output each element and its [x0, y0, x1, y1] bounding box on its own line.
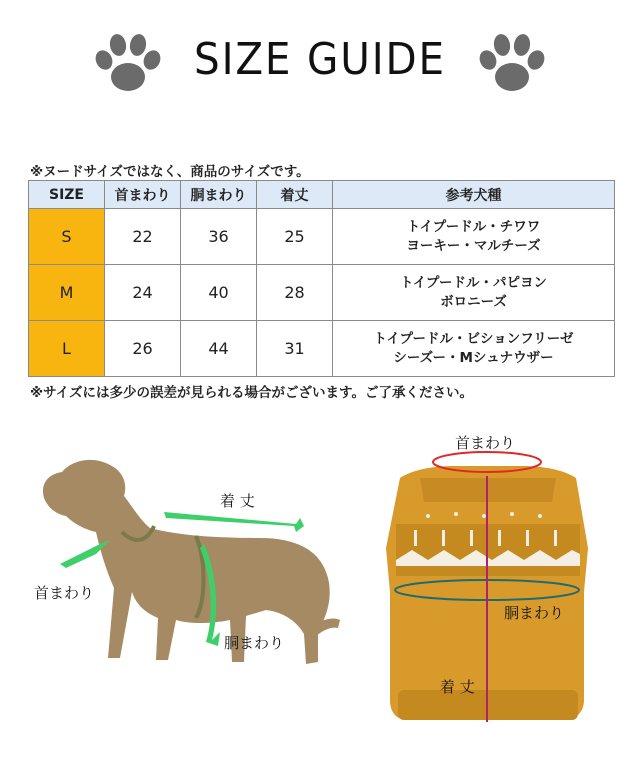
note-product-size: ※ヌードサイズではなく、商品のサイズです。: [30, 164, 310, 180]
breed-line: トイプードル・ビションフリーゼ: [373, 330, 574, 347]
column-header: 胴まわり: [181, 181, 257, 209]
length-cell: 28: [257, 265, 333, 321]
chest-cell: 36: [181, 209, 257, 265]
chest-cell: 44: [181, 321, 257, 377]
header: [0, 0, 640, 130]
breed-cell: [333, 209, 615, 265]
paw-print-icon: [478, 32, 546, 96]
page-title: SIZE GUIDE: [194, 34, 446, 85]
length-cell: 25: [257, 209, 333, 265]
neck-cell: 26: [105, 321, 181, 377]
size-cell: L: [29, 321, 105, 377]
dog-silhouette: [43, 460, 340, 664]
table-row: [29, 265, 615, 321]
table-header-row: [29, 181, 615, 209]
sweater-chest-label: 胴まわり: [504, 604, 565, 622]
breed-line: トイプードル・パピヨン: [399, 274, 547, 291]
column-header: 首まわり: [105, 181, 181, 209]
breed-line: ヨーキー・マルチーズ: [406, 237, 541, 254]
breed-line: シーズー・Mシュナウザー: [393, 349, 554, 366]
neck-cell: 22: [105, 209, 181, 265]
breed-cell: [333, 265, 615, 321]
breed-line: ボロニーズ: [440, 293, 507, 310]
table-row: [29, 321, 615, 377]
column-header: SIZE: [29, 181, 105, 209]
size-cell: S: [29, 209, 105, 265]
table-row: [29, 209, 615, 265]
dog-measurement-diagram: [0, 420, 640, 768]
column-header: 参考犬種: [333, 181, 615, 209]
note-tolerance: ※サイズには多少の誤差が見られる場合がございます。ご了承ください。: [30, 385, 473, 401]
length-arrow: [164, 512, 304, 532]
sweater-neck-label: 首まわり: [455, 434, 516, 452]
breed-cell: [333, 321, 615, 377]
sweater-length-label: 着 丈: [440, 678, 475, 696]
length-cell: 31: [257, 321, 333, 377]
chest-cell: 40: [181, 265, 257, 321]
dog-chest-label: 胴まわり: [224, 634, 285, 652]
neck-cell: 24: [105, 265, 181, 321]
size-cell: M: [29, 265, 105, 321]
size-table: [28, 180, 615, 377]
paw-print-icon: [94, 32, 162, 96]
breed-line: トイプードル・チワワ: [406, 218, 541, 235]
column-header: 着丈: [257, 181, 333, 209]
dog-length-label: 着 丈: [220, 492, 255, 510]
dog-neck-label: 首まわり: [34, 584, 95, 602]
measurement-illustrations: [0, 420, 640, 768]
